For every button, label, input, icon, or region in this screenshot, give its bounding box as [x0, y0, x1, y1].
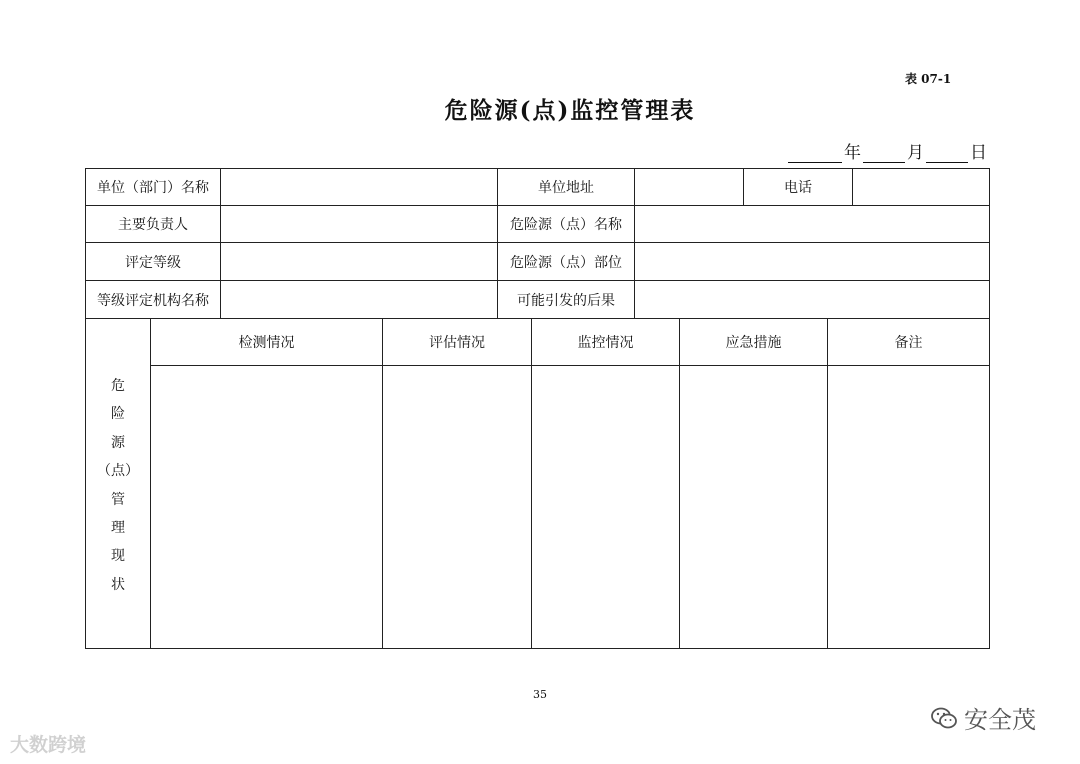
label-consequences: 可能引发的后果: [517, 292, 615, 309]
side-char: 现: [111, 548, 125, 565]
side-char: 理: [111, 519, 125, 536]
wechat-icon: [930, 706, 958, 730]
field-monitoring[interactable]: [532, 366, 679, 648]
label-hazard-name: 危险源（点）名称: [510, 217, 622, 233]
side-char: 危: [111, 378, 125, 394]
field-emergency[interactable]: [680, 366, 827, 648]
page-title: 危险源(点)监控管理表: [444, 97, 696, 124]
field-assessment[interactable]: [383, 366, 531, 648]
field-rating-org[interactable]: [221, 281, 497, 318]
watermark-right-text: 安全茂: [964, 706, 1036, 734]
watermark-left-text: 大数跨境: [10, 734, 87, 756]
field-unit-address[interactable]: [635, 169, 743, 205]
month-label: 月: [907, 143, 924, 163]
side-char: 源: [111, 434, 125, 451]
watermark-left: [10, 730, 86, 757]
header-assessment: 评估情况: [429, 335, 485, 351]
side-char: （点）: [97, 463, 139, 480]
label-unit-address: 单位地址: [538, 180, 594, 196]
year-label: 年: [844, 143, 861, 163]
header-remarks: 备注: [894, 335, 923, 351]
field-rating[interactable]: [221, 243, 497, 280]
table-border-bottom: [85, 648, 990, 649]
header-monitoring: 监控情况: [577, 335, 634, 351]
header-detection: 检测情况: [238, 335, 295, 351]
field-hazard-location[interactable]: [635, 243, 989, 280]
day-label: 日: [970, 143, 987, 163]
label-phone: 电话: [784, 180, 812, 196]
table-border-right: [989, 168, 990, 648]
status-side-label: [86, 372, 150, 599]
label-hazard-location: 危险源（点）部位: [510, 254, 622, 271]
field-consequences[interactable]: [635, 281, 989, 318]
form-code: 表 07-1: [905, 72, 952, 86]
side-char: 管: [111, 491, 125, 508]
header-emergency: 应急措施: [725, 335, 782, 351]
side-char: 状: [111, 576, 125, 593]
label-rating-org: 等级评定机构名称: [97, 292, 209, 309]
field-leader[interactable]: [221, 206, 497, 242]
field-phone[interactable]: [853, 169, 989, 205]
label-leader: 主要负责人: [118, 217, 188, 233]
field-remarks[interactable]: [828, 366, 989, 648]
page-number: 35: [533, 688, 547, 701]
label-unit-name: 单位（部门）名称: [97, 180, 209, 196]
side-char: 险: [111, 406, 125, 423]
label-rating: 评定等级: [125, 254, 181, 271]
watermark-right: [930, 700, 1036, 735]
field-hazard-name[interactable]: [635, 206, 989, 242]
field-unit-name[interactable]: [221, 169, 497, 205]
field-detection[interactable]: [151, 366, 382, 648]
